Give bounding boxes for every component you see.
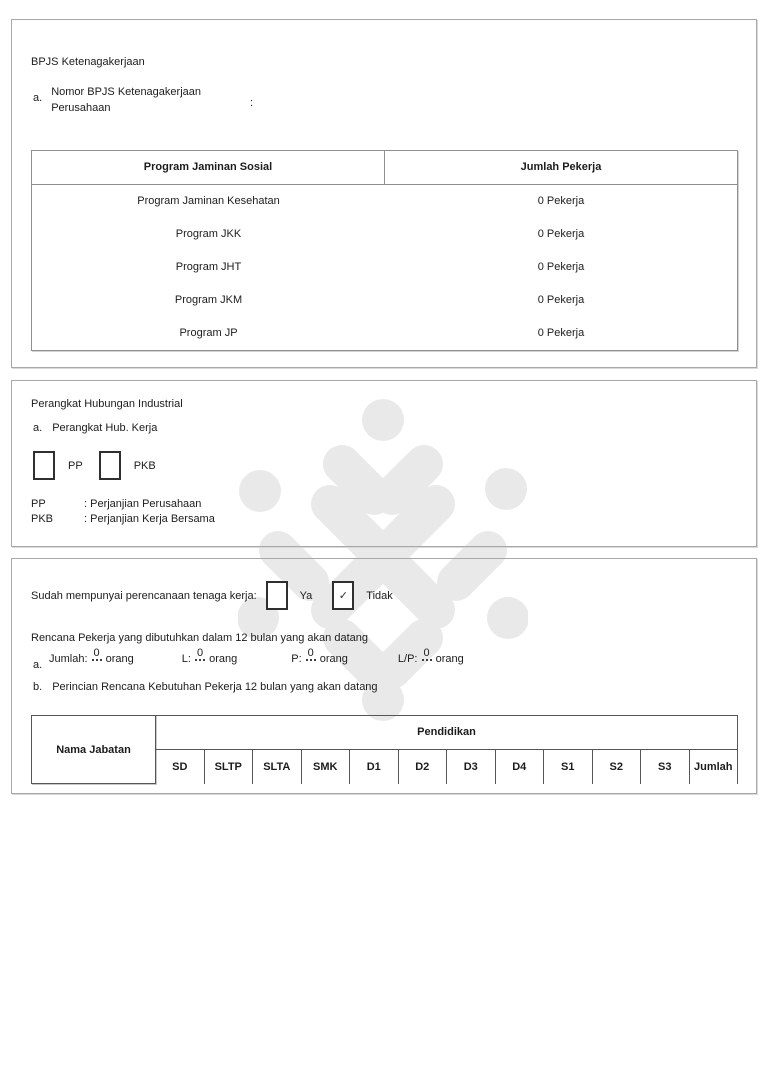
section-rencana-tenaga-kerja [11, 558, 757, 794]
column-header: S2 [593, 750, 642, 784]
group-header-pendidikan: Pendidikan [156, 715, 738, 750]
column-header: D4 [496, 750, 545, 784]
lp-value-field[interactable]: 0 [423, 647, 430, 659]
item-index-a: a. [33, 659, 43, 671]
table-row: Program JP 0 Pekerja [179, 327, 585, 339]
field-colon: : [250, 97, 254, 109]
jumlah-field: Jumlah: 0 orang [49, 647, 134, 665]
section-perangkat-title: Perangkat Hubungan Industrial [31, 398, 183, 410]
column-header: S3 [641, 750, 690, 784]
jumlah-value-field[interactable]: 0 [93, 647, 100, 659]
column-header: D1 [350, 750, 399, 784]
column-header: SLTP [205, 750, 254, 784]
legend-row: PKB : Perjanjian Kerja Bersama [31, 513, 215, 525]
field-nomor-bpjs-label: Nomor BPJS Ketenagakerjaan Perusahaan [51, 86, 201, 114]
checkbox-pkb-label: PKB [133, 459, 156, 472]
section-perangkat-hubungan-industrial [11, 380, 757, 547]
bpjs-program-table [31, 150, 738, 351]
column-header: S1 [544, 750, 593, 784]
jumlah-field-p: P: 0 orang [291, 647, 348, 665]
section-bpjs [11, 19, 757, 368]
column-header: D3 [447, 750, 496, 784]
column-header: SD [156, 750, 205, 784]
jumlah-field-l: L: 0 orang [181, 647, 238, 665]
table-row: Program JKM 0 Pekerja [174, 294, 585, 306]
rencana-kebutuhan-table [31, 715, 738, 784]
item-index-a: a. [33, 92, 43, 104]
perencanaan-question: Sudah mempunyai perencanaan tenaga kerja: [31, 589, 257, 602]
section-bpjs-title: BPJS Ketenagakerjaan [31, 56, 145, 68]
column-header: SMK [302, 750, 351, 784]
checkbox-pp[interactable] [33, 451, 55, 480]
column-header-jumlah: Jumlah Pekerja [520, 161, 602, 173]
check-icon: ✓ [338, 590, 348, 602]
perencanaan-question-row [31, 580, 393, 611]
table-row: Program JKK 0 Pekerja [175, 228, 585, 240]
sub-header-row [156, 750, 738, 784]
checkbox-tidak-label: Tidak [366, 589, 393, 602]
checkbox-pp-label: PP [68, 459, 83, 472]
legend-row: PP : Perjanjian Perusahaan [31, 498, 202, 510]
item-index-b: b. [33, 681, 43, 693]
table-row: Program Jaminan Kesehatan 0 Pekerja [137, 195, 585, 207]
field-perangkat-hub-kerja [33, 422, 157, 434]
abbreviation-legend [31, 497, 215, 527]
checkbox-tidak[interactable] [332, 581, 354, 610]
jumlah-field-lp: L/P: 0 orang [397, 647, 464, 665]
column-header-nama-jabatan: Nama Jabatan [31, 715, 156, 784]
field-perangkat-label: Perangkat Hub. Kerja [52, 422, 158, 434]
table-row: Program JHT 0 Pekerja [175, 261, 585, 273]
perangkat-checkbox-group [33, 450, 156, 481]
field-nomor-bpjs [33, 73, 201, 116]
table-body [32, 185, 737, 350]
checkbox-ya[interactable] [266, 581, 288, 610]
checkbox-pkb[interactable] [99, 451, 121, 480]
column-header: D2 [399, 750, 448, 784]
table-header-row [32, 151, 737, 185]
p-value-field[interactable]: 0 [307, 647, 314, 659]
field-perincian [33, 681, 378, 693]
item-index-a: a. [33, 422, 43, 434]
perincian-label: Perincian Rencana Kebutuhan Pekerja 12 bulan yang akan datang [52, 681, 378, 693]
rencana-subtitle: Rencana Pekerja yang dibutuhkan dalam 12 bulan yang akan datang [31, 632, 368, 644]
column-header: Jumlah [690, 750, 739, 784]
column-header-program: Program Jaminan Sosial [32, 151, 385, 184]
l-value-field[interactable]: 0 [196, 647, 204, 659]
pendidikan-columns [156, 715, 738, 784]
checkbox-ya-label: Ya [299, 589, 313, 602]
column-header: SLTA [253, 750, 302, 784]
jumlah-fields-row [49, 647, 464, 665]
